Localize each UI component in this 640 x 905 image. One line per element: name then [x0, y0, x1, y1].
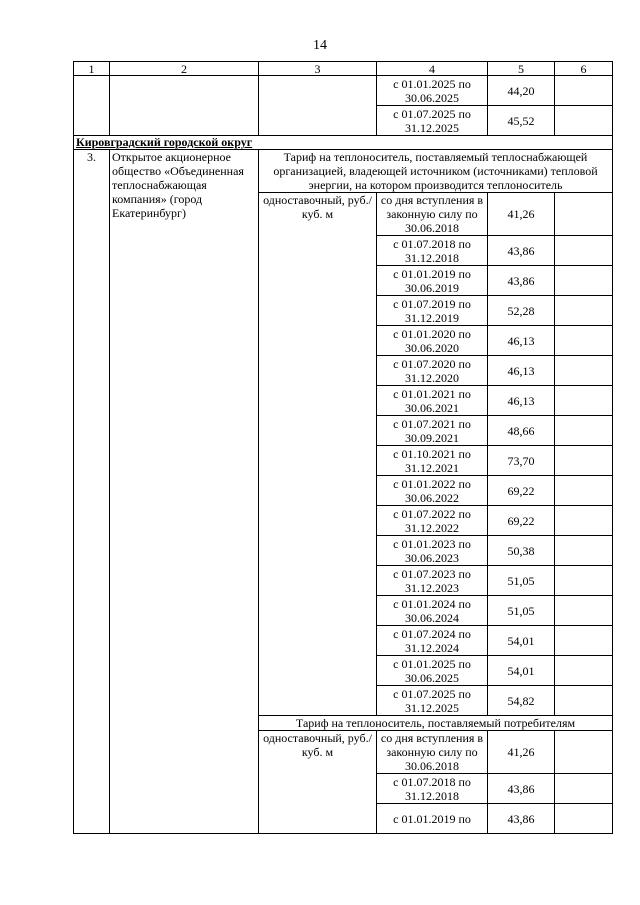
column-header: 3 — [259, 62, 377, 76]
period-cell: с 01.07.2020 по 31.12.2020 — [377, 356, 488, 386]
value-cell: 54,01 — [488, 656, 555, 686]
column-header: 2 — [110, 62, 259, 76]
value-cell: 41,26 — [488, 731, 555, 774]
value-cell: 43,86 — [488, 804, 555, 834]
period-cell: со дня вступления в законную силу по 30.06.2018 — [377, 193, 488, 236]
value-cell: 69,22 — [488, 476, 555, 506]
empty-cell — [555, 296, 613, 326]
empty-cell — [555, 416, 613, 446]
value-cell: 46,13 — [488, 356, 555, 386]
empty-cell — [555, 356, 613, 386]
empty-cell — [555, 656, 613, 686]
empty-cell — [259, 76, 377, 136]
tariff-title: Тариф на теплоноситель, поставляемый потребителям — [259, 716, 613, 731]
value-cell: 43,86 — [488, 774, 555, 804]
period-cell: с 01.10.2021 по 31.12.2021 — [377, 446, 488, 476]
period-cell: с 01.01.2025 по 30.06.2025 — [377, 656, 488, 686]
value-cell: 45,52 — [488, 106, 555, 136]
empty-cell — [555, 804, 613, 834]
empty-cell — [555, 686, 613, 716]
period-cell: с 01.01.2023 по 30.06.2023 — [377, 536, 488, 566]
empty-cell — [110, 76, 259, 136]
period-cell: с 01.01.2020 по 30.06.2020 — [377, 326, 488, 356]
column-header: 1 — [74, 62, 110, 76]
organization-name: Открытое акционерное общество «Объединенная теплоснабжающая компания» (город Екатеринбург) — [110, 150, 259, 834]
period-cell: с 01.07.2025 по 31.12.2025 — [377, 106, 488, 136]
table-row — [74, 76, 613, 106]
empty-cell — [555, 774, 613, 804]
period-cell: с 01.07.2019 по 31.12.2019 — [377, 296, 488, 326]
entry-number: 3. — [74, 150, 110, 834]
period-cell: с 01.07.2018 по 31.12.2018 — [377, 236, 488, 266]
tariff-table — [73, 61, 613, 834]
period-cell: с 01.01.2021 по 30.06.2021 — [377, 386, 488, 416]
empty-cell — [555, 566, 613, 596]
value-cell: 41,26 — [488, 193, 555, 236]
period-cell: с 01.01.2019 по 30.06.2019 — [377, 266, 488, 296]
period-cell: со дня вступления в законную силу по 30.06.2018 — [377, 731, 488, 774]
value-cell: 54,82 — [488, 686, 555, 716]
period-cell: с 01.01.2025 по 30.06.2025 — [377, 76, 488, 106]
column-header: 5 — [488, 62, 555, 76]
empty-cell — [555, 596, 613, 626]
value-cell: 52,28 — [488, 296, 555, 326]
value-cell: 51,05 — [488, 566, 555, 596]
empty-cell — [555, 76, 613, 106]
value-cell: 43,86 — [488, 236, 555, 266]
period-cell: с 01.07.2023 по 31.12.2023 — [377, 566, 488, 596]
column-header-row — [74, 62, 613, 76]
empty-cell — [555, 193, 613, 236]
value-cell: 50,38 — [488, 536, 555, 566]
section-row — [74, 136, 613, 150]
tariff-title-row — [74, 150, 613, 193]
period-cell: с 01.01.2019 по — [377, 804, 488, 834]
value-cell: 51,05 — [488, 596, 555, 626]
period-cell: с 01.07.2025 по 31.12.2025 — [377, 686, 488, 716]
empty-cell — [555, 446, 613, 476]
value-cell: 46,13 — [488, 386, 555, 416]
empty-cell — [74, 76, 110, 136]
page-number: 14 — [313, 38, 327, 53]
value-cell: 73,70 — [488, 446, 555, 476]
value-cell: 44,20 — [488, 76, 555, 106]
period-cell: с 01.07.2024 по 31.12.2024 — [377, 626, 488, 656]
column-header: 4 — [377, 62, 488, 76]
period-cell: с 01.07.2022 по 31.12.2022 — [377, 506, 488, 536]
unit-cell: одноставочный, руб./куб. м — [259, 731, 377, 834]
empty-cell — [555, 236, 613, 266]
value-cell: 43,86 — [488, 266, 555, 296]
period-cell: с 01.07.2018 по 31.12.2018 — [377, 774, 488, 804]
empty-cell — [555, 106, 613, 136]
value-cell: 69,22 — [488, 506, 555, 536]
period-cell: с 01.01.2022 по 30.06.2022 — [377, 476, 488, 506]
section-title: Кировградский городской округ — [74, 136, 613, 150]
value-cell: 46,13 — [488, 326, 555, 356]
empty-cell — [555, 536, 613, 566]
tariff-title: Тариф на теплоноситель, поставляемый теплоснабжающей организацией, владеющей источником (источниками) тепловой энергии, на котором производится теплоноситель — [259, 150, 613, 193]
empty-cell — [555, 731, 613, 774]
period-cell: с 01.07.2021 по 30.09.2021 — [377, 416, 488, 446]
value-cell: 48,66 — [488, 416, 555, 446]
column-header: 6 — [555, 62, 613, 76]
value-cell: 54,01 — [488, 626, 555, 656]
empty-cell — [555, 386, 613, 416]
empty-cell — [555, 266, 613, 296]
empty-cell — [555, 476, 613, 506]
unit-cell: одноставочный, руб./куб. м — [259, 193, 377, 716]
empty-cell — [555, 626, 613, 656]
empty-cell — [555, 506, 613, 536]
empty-cell — [555, 326, 613, 356]
period-cell: с 01.01.2024 по 30.06.2024 — [377, 596, 488, 626]
